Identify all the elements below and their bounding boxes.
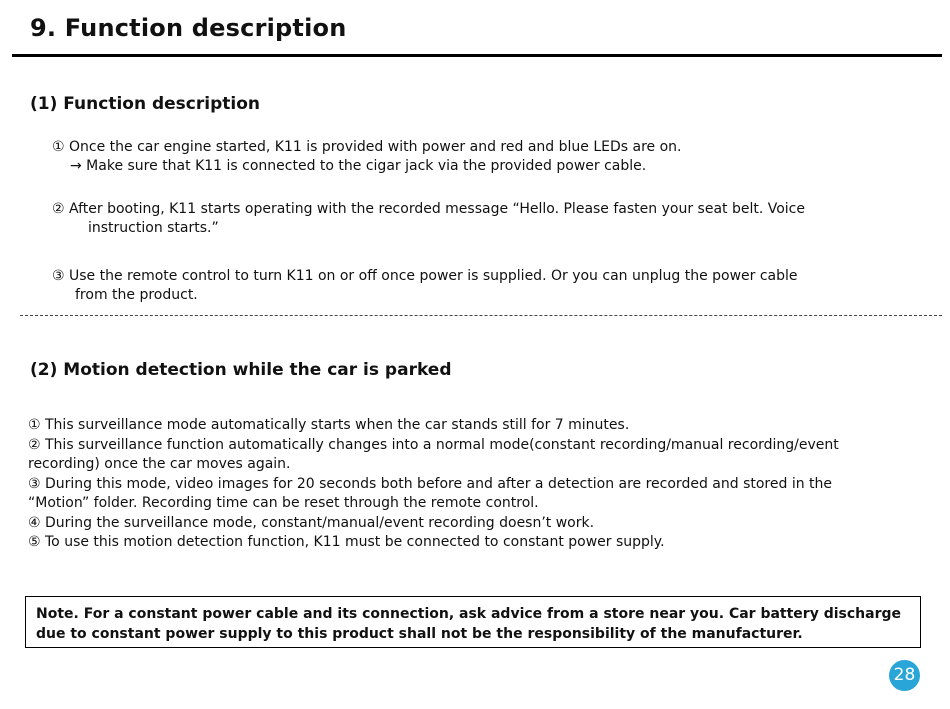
list-item: ③ During this mode, video images for 20 seconds both before and after a detection are recorded and stored in the “Motion” folder. Recording time can be reset through the remote control. — [28, 475, 833, 511]
title-divider — [12, 54, 942, 57]
function-item-2: ② After booting, K11 starts operating with the recorded message “Hello. Please fasten your seat belt. Voice — [52, 201, 805, 217]
list-item: ② This surveillance function automatically changes into a normal mode(constant recording/manual recording/event recording) once the car moves again. — [28, 436, 839, 472]
function-item-3-continued: from the product. — [75, 287, 198, 303]
function-item-2-continued: instruction starts.” — [88, 220, 219, 236]
list-item: ① This surveillance mode automatically starts when the car stands still for 7 minutes. — [28, 417, 630, 433]
function-item-1: ① Once the car engine started, K11 is provided with power and red and blue LEDs are on. — [52, 139, 682, 155]
section-heading-function-description: (1) Function description — [30, 94, 260, 114]
section-divider — [20, 315, 942, 316]
section-heading-motion-detection: (2) Motion detection while the car is parked — [30, 360, 452, 380]
note-box: Note. For a constant power cable and its connection, ask advice from a store near you. Car battery discharge due to constant power supply to this product shall not be the responsibility of the manufacturer. — [25, 596, 921, 648]
list-item: ⑤ To use this motion detection function, K11 must be connected to constant power supply. — [28, 534, 665, 550]
page-number-badge: 28 — [889, 660, 920, 691]
page-title: 9. Function description — [30, 14, 347, 42]
function-item-3: ③ Use the remote control to turn K11 on or off once power is supplied. Or you can unplug the power cable — [52, 268, 798, 284]
function-item-1-note: → Make sure that K11 is connected to the cigar jack via the provided power cable. — [70, 158, 647, 174]
list-item: ④ During the surveillance mode, constant/manual/event recording doesn’t work. — [28, 514, 595, 531]
motion-detection-list — [28, 416, 893, 553]
